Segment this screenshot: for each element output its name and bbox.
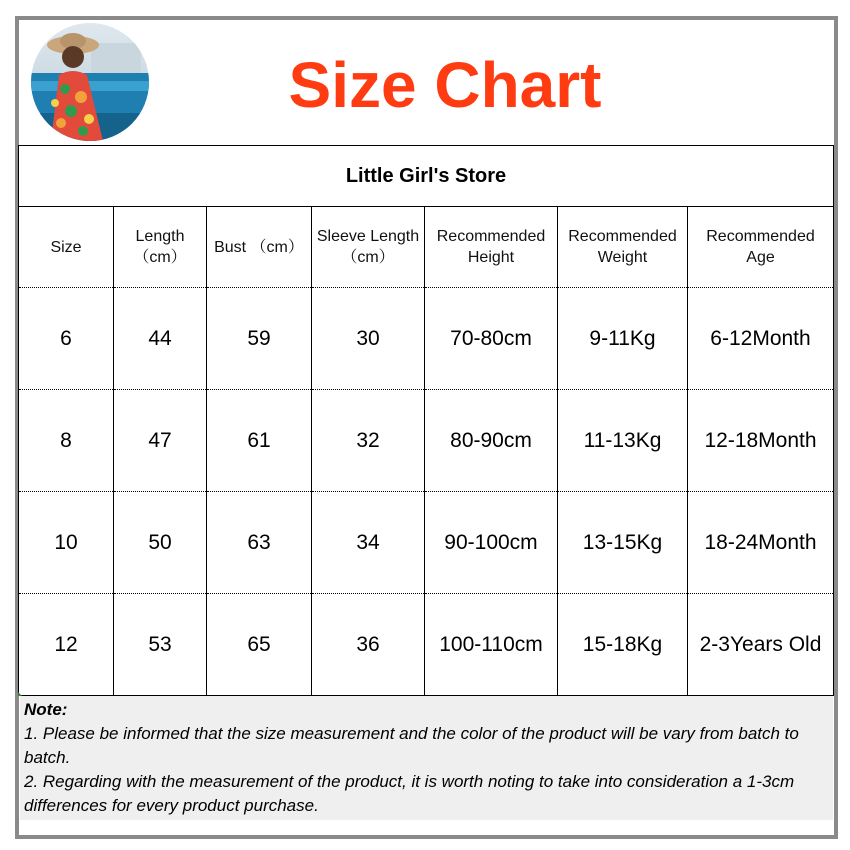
cell-weight: 13-15Kg [558,492,688,594]
table-row [19,492,834,594]
cell-length: 50 [114,492,207,594]
cell-size: 6 [19,288,114,390]
cell-height: 70-80cm [425,288,558,390]
cell-weight: 11-13Kg [558,390,688,492]
cell-bust: 65 [207,594,312,696]
cell-sleeve: 32 [312,390,425,492]
cell-weight: 15-18Kg [558,594,688,696]
table-row [19,594,834,696]
cell-sleeve: 36 [312,594,425,696]
cell-age: 18-24Month [688,492,834,594]
note-line-2: 2. Regarding with the measurement of the product, it is worth noting to take into consideration a 1-3cm differences for every product purchase. [24,772,795,815]
cell-length: 53 [114,594,207,696]
cell-height: 100-110cm [425,594,558,696]
store-name: Little Girl's Store [19,146,834,207]
girl-photo-illustration [31,23,149,141]
cell-length: 44 [114,288,207,390]
cell-bust: 59 [207,288,312,390]
cell-age: 12-18Month [688,390,834,492]
cell-height: 90-100cm [425,492,558,594]
cell-bust: 61 [207,390,312,492]
column-header: Recommended Height [425,207,558,288]
column-header: Recommended Weight [558,207,688,288]
cell-weight: 9-11Kg [558,288,688,390]
cell-length: 47 [114,390,207,492]
column-header: Recommended Age [688,207,834,288]
cell-sleeve: 34 [312,492,425,594]
cell-size: 10 [19,492,114,594]
cell-size: 12 [19,594,114,696]
cell-age: 6-12Month [688,288,834,390]
column-header: Length （cm） [114,207,207,288]
size-chart-table [18,145,834,696]
cell-size: 8 [19,390,114,492]
page-title: Size Chart [288,49,602,121]
column-header: Size [19,207,114,288]
header-row [19,207,834,288]
note-line-1: 1. Please be informed that the size measurement and the color of the product will be vary from batch to batch. [24,724,799,767]
column-header: Bust （cm） [207,207,312,288]
column-header: Sleeve Length （cm） [312,207,425,288]
note-box [20,696,833,820]
table-row [19,288,834,390]
table-row [19,390,834,492]
product-photo [31,23,149,141]
cell-bust: 63 [207,492,312,594]
cell-height: 80-90cm [425,390,558,492]
cell-age: 2-3Years Old [688,594,834,696]
note-label: Note: [24,700,68,719]
store-row [19,146,834,207]
cell-sleeve: 30 [312,288,425,390]
